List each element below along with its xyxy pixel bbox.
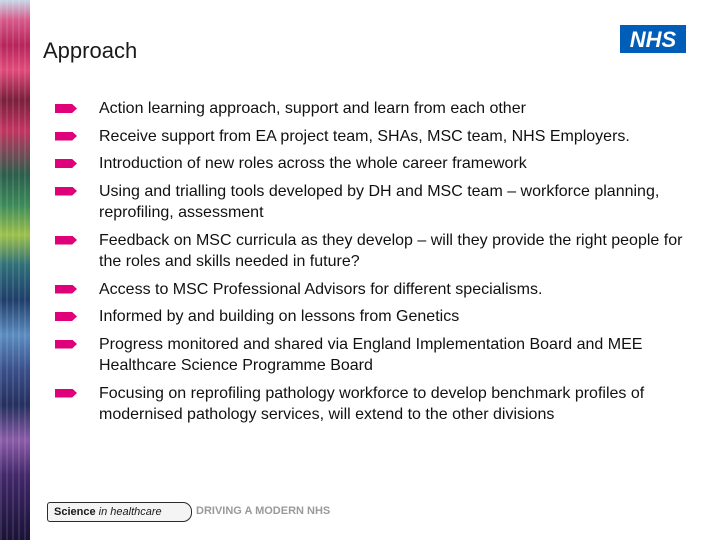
logo-word-in: in xyxy=(98,506,108,518)
bullet-text: Informed by and building on lessons from Genetics xyxy=(99,308,460,325)
arrow-bullet-icon xyxy=(55,312,77,321)
bullet-text: Action learning approach, support and learn from each other xyxy=(99,100,526,117)
decorative-side-image xyxy=(0,0,30,540)
slide-title: Approach xyxy=(43,38,138,63)
bullet-item xyxy=(55,334,685,377)
arrow-bullet-icon xyxy=(55,340,77,349)
bullet-list xyxy=(55,98,685,432)
arrow-bullet-icon xyxy=(55,104,77,113)
bullet-item xyxy=(55,383,685,426)
side-image-texture xyxy=(0,0,30,540)
arrow-bullet-icon xyxy=(55,187,77,196)
footer-tagline: DRIVING A MODERN NHS xyxy=(196,505,331,517)
bullet-text: Receive support from EA project team, SHAs, MSC team, NHS Employers. xyxy=(99,127,630,145)
logo-word-healthcare: healthcare xyxy=(110,506,162,518)
bullet-item xyxy=(55,230,685,273)
arrow-bullet-icon xyxy=(55,132,77,141)
bullet-text: Introduction of new roles across the whole career framework xyxy=(99,155,527,172)
bullet-text: Using and trialling tools developed by DH and MSC team – workforce planning, reprofiling, assessment xyxy=(99,182,660,221)
arrow-bullet-icon xyxy=(55,285,77,294)
bullet-item xyxy=(55,306,685,328)
bullet-text: Progress monitored and shared via England Implementation Board and MEE Healthcare Science Programme Board xyxy=(99,335,643,374)
science-in-healthcare-logo xyxy=(47,502,192,522)
arrow-bullet-icon xyxy=(55,236,77,245)
bullet-item xyxy=(55,153,685,175)
bullet-item xyxy=(55,181,685,224)
bullet-text: Access to MSC Professional Advisors for different specialisms. xyxy=(99,280,543,298)
nhs-logo xyxy=(620,25,686,53)
bullet-text: Focusing on reprofiling pathology workforce to develop benchmark profiles of modernised pathology services, will extend to the other divisions xyxy=(99,384,645,423)
nhs-logo-text: NHS xyxy=(629,27,677,52)
bullet-text: Feedback on MSC curricula as they develop – will they provide the right people for the roles and skills needed in future? xyxy=(99,231,683,270)
bullet-item xyxy=(55,126,685,148)
bullet-item xyxy=(55,279,685,301)
bullet-item xyxy=(55,98,685,120)
arrow-bullet-icon xyxy=(55,389,77,398)
logo-word-science: Science xyxy=(54,506,96,518)
arrow-bullet-icon xyxy=(55,159,77,168)
